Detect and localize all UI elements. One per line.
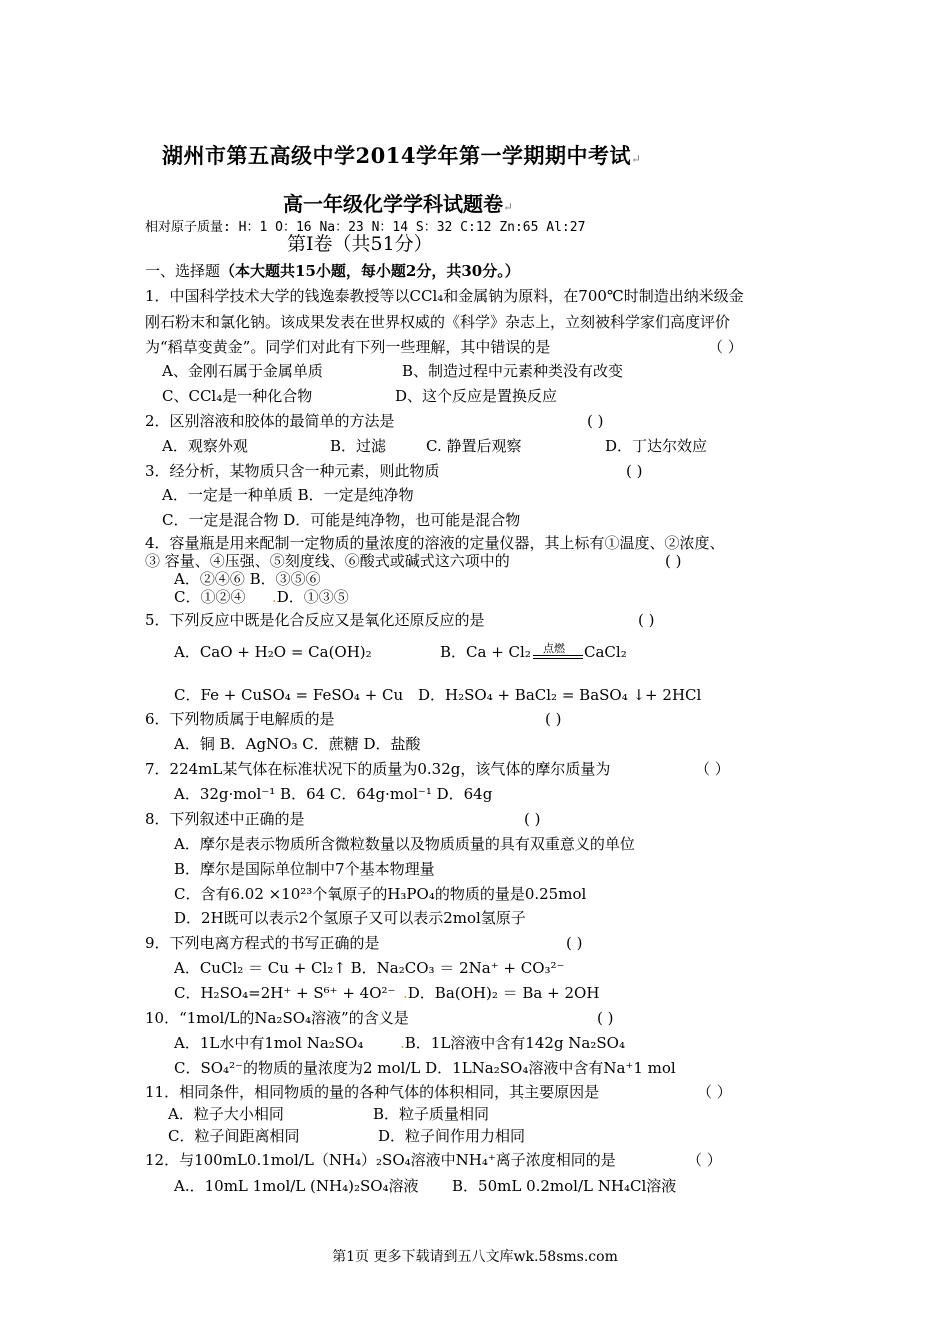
q10-options-cd: C．SO₄²⁻的物质的量浓度为2 mol/L D．1LNa₂SO₄溶液中含有Na⁺1 mol xyxy=(174,1059,676,1077)
q2-answer-paren: ( ) xyxy=(587,412,604,430)
q11-stem: 11．相同条件，相同物质的量的各种气体的体积相同，其主要原因是 xyxy=(145,1083,600,1101)
q11-option-c: C．粒子间距离相同 xyxy=(168,1127,300,1145)
q5-reaction-condition: 点燃 xyxy=(543,642,565,655)
atomic-mass-line: 相对原子质量: H：1 O：16 Na：23 N：14 S：32 C:12 Zn:65 Al:27 xyxy=(145,220,586,235)
q2-option-b: B．过滤 xyxy=(330,437,387,455)
q4-option-d: .D．①③⑤ xyxy=(272,588,349,606)
q2-option-d: D．丁达尔效应 xyxy=(605,437,708,455)
paragraph-mark-icon: ↵ xyxy=(630,152,642,166)
q10-option-b: .B．1L溶液中含有142g Na₂SO₄ xyxy=(400,1034,625,1052)
exam-title: 湖州市第五高级中学2014学年第一学期期中考试↵ xyxy=(162,143,642,168)
q6-answer-paren: ( ) xyxy=(545,710,562,728)
q3-answer-paren: ( ) xyxy=(626,462,643,480)
q1-option-d: D、这个反应是置换反应 xyxy=(395,387,558,405)
q11-option-b: B．粒子质量相同 xyxy=(373,1105,490,1123)
q7-answer-paren: （ ） xyxy=(695,760,730,778)
page-footer: 第1页 更多下载请到五八文库wk.58sms.com xyxy=(332,1249,618,1265)
q4-option-c: C．①②④ xyxy=(174,588,246,606)
q4-stem-line2: ③ 容量、④压强、⑤刻度线、⑥酸式或碱式这六项中的 xyxy=(145,552,510,570)
q3-stem: 3．经分析，某物质只含一种元素，则此物质 xyxy=(145,462,440,480)
q9-option-c: C．H₂SO₄=2H⁺ + S⁶⁺ + 4O²⁻ xyxy=(174,984,396,1002)
q1-answer-paren: （ ） xyxy=(708,338,743,356)
q11-option-d: D．粒子间作用力相同 xyxy=(378,1127,526,1145)
q10-stem: 10．“1mol/L的Na₂SO₄溶液”的含义是 xyxy=(145,1009,409,1027)
q12-stem: 12．与100mL0.1mol/L（NH₄）₂SO₄溶液中NH₄⁺离子浓度相同的是 xyxy=(145,1151,616,1169)
q8-option-d: D．2H既可以表示2个氢原子又可以表示2mol氢原子 xyxy=(174,909,526,927)
q1-option-b: B、制造过程中元素种类没有改变 xyxy=(402,362,624,380)
equals-sign-line xyxy=(533,658,583,659)
q5-option-b: B．Ca + Cl₂ xyxy=(440,643,531,661)
q12-option-b: B．50mL 0.2mol/L NH₄Cl溶液 xyxy=(452,1177,677,1195)
q5-option-d: D．H₂SO₄ + BaCl₂ = BaSO₄ ↓+ 2HCl xyxy=(418,686,702,704)
q1-stem-line2: 刚石粉末和氯化钠。该成果发表在世界权威的《科学》杂志上，立刻被科学家们高度评价 xyxy=(145,313,731,331)
q4-stem-line1: 4．容量瓶是用来配制一定物质的量浓度的溶液的定量仪器，其上标有①温度、②浓度、 xyxy=(145,534,725,552)
q5-answer-paren: ( ) xyxy=(638,611,655,629)
section-heading: 一、选择题（本大题共15小题，每小题2分，共30分。） xyxy=(145,262,520,280)
q9-stem: 9．下列电离方程式的书写正确的是 xyxy=(145,934,380,952)
part-heading: 第Ⅰ卷（共51分） xyxy=(287,233,433,255)
q6-options: A．铜 B．AgNO₃ C．蔗糖 D．盐酸 xyxy=(174,735,421,753)
q5-option-a: A．CaO + H₂O = Ca(OH)₂ xyxy=(174,643,372,661)
dot-mark-icon: . xyxy=(272,588,277,606)
q7-stem: 7．224mL某气体在标准状况下的质量为0.32g，该气体的摩尔质量为 xyxy=(145,760,611,778)
q8-stem: 8．下列叙述中正确的是 xyxy=(145,810,305,828)
q11-option-a: A．粒子大小相同 xyxy=(168,1105,284,1123)
q11-answer-paren: （ ） xyxy=(697,1083,732,1101)
dot-mark-icon: . xyxy=(403,984,408,1002)
q7-options: A．32g·mol⁻¹ B．64 C．64g·mol⁻¹ D．64g xyxy=(174,785,493,803)
q12-option-a: A.．10mL 1mol/L (NH₄)₂SO₄溶液 xyxy=(174,1177,419,1195)
q1-option-c: C、CCl₄是一种化合物 xyxy=(162,387,313,405)
q5-stem: 5．下列反应中既是化合反应又是氧化还原反应的是 xyxy=(145,611,485,629)
q12-answer-paren: （ ） xyxy=(687,1151,722,1169)
q1-option-a: A、金刚石属于金属单质 xyxy=(162,362,323,380)
q1-stem-line3: 为“稻草变黄金”。同学们对此有下列一些理解，其中错误的是 xyxy=(145,338,551,356)
paragraph-mark-icon: ↵ xyxy=(503,200,514,214)
q4-answer-paren: ( ) xyxy=(665,552,682,570)
q2-option-a: A．观察外观 xyxy=(162,437,248,455)
q1-stem-line1: 1．中国科学技术大学的钱逸泰教授等以CCl₄和金属钠为原料，在700℃时制造出纳米级金 xyxy=(145,287,744,305)
q2-stem: 2．区别溶液和胶体的最简单的方法是 xyxy=(145,412,395,430)
q2-option-c: C. 静置后观察 xyxy=(426,437,522,455)
exam-subtitle: 高一年级化学学科试题卷↵ xyxy=(283,192,514,216)
q4-options-ab: A．②④⑥ B．③⑤⑥ xyxy=(174,570,321,588)
q8-option-b: B．摩尔是国际单位制中7个基本物理量 xyxy=(174,860,435,878)
q3-options-cd: C．一定是混合物 D．可能是纯净物，也可能是混合物 xyxy=(162,511,521,529)
q10-option-a: A．1L水中有1mol Na₂SO₄ xyxy=(174,1034,364,1052)
q6-stem: 6．下列物质属于电解质的是 xyxy=(145,710,335,728)
q8-option-a: A．摩尔是表示物质所含微粒数量以及物质质量的具有双重意义的单位 xyxy=(174,835,635,853)
q10-answer-paren: ( ) xyxy=(597,1009,614,1027)
equals-sign-line xyxy=(533,655,583,656)
q8-answer-paren: ( ) xyxy=(524,810,541,828)
dot-mark-icon: . xyxy=(400,1034,405,1052)
q9-options-ab: A．CuCl₂ ＝ Cu + Cl₂↑ B．Na₂CO₃ ＝ 2Na⁺ + CO₃²⁻ xyxy=(174,959,565,977)
q5-option-b-product: CaCl₂ xyxy=(584,643,627,661)
q8-option-c: C．含有6.02 ×10²³个氧原子的H₃PO₄的物质的量是0.25mol xyxy=(174,885,587,903)
q3-options-ab: A．一定是一种单质 B．一定是纯净物 xyxy=(162,486,414,504)
q5-option-c: C．Fe + CuSO₄ = FeSO₄ + Cu xyxy=(174,686,404,704)
q9-answer-paren: ( ) xyxy=(566,934,583,952)
q9-option-d: .D．Ba(OH)₂ ＝ Ba + 2OH xyxy=(403,984,600,1002)
